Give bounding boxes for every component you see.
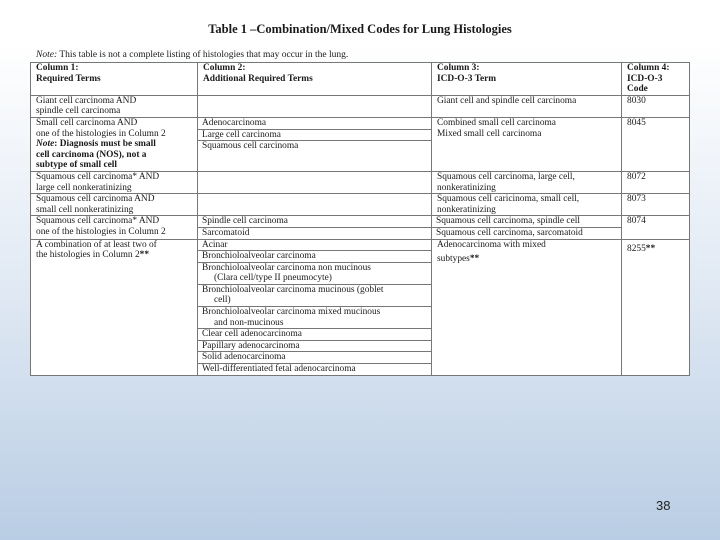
icd-code-cell: 8074 [622, 216, 690, 239]
icd-term-cell: Squamous cell carcinoma, spindle cell Squamous cell carcinoma, sarcomatoid [432, 216, 622, 239]
table-header-row [31, 63, 690, 96]
additional-term: Well-differentiated fetal adenocarcinoma [198, 363, 431, 375]
additional-term: Bronchioloalveolar carcinoma mixed mucinous and non-mucinous [198, 306, 431, 328]
icd-code-cell: 8045 [622, 117, 690, 171]
table-row [31, 95, 690, 117]
required-terms-cell: A combination of at least two of the histologies in Column 2** [31, 239, 198, 375]
table-title: Table 1 –Combination/Mixed Codes for Lung Histologies [208, 22, 512, 36]
additional-term: Adenocarcinoma [202, 117, 267, 128]
additional-term: Sarcomatoid [198, 227, 431, 239]
icd-term-cell: Squamous cell carcinoma, large cell, nonkeratinizing [432, 171, 622, 193]
additional-term: Bronchioloalveolar carcinoma non mucinous (Clara cell/type II pneumocyte) [198, 262, 431, 284]
note-text: This table is not a complete listing of histologies that may occur in the lung. [59, 50, 349, 60]
required-terms-cell: Squamous cell carcinoma* AND one of the histologies in Column 2 [31, 216, 198, 239]
histology-codes-table [30, 62, 690, 376]
header-column-2: Column 2: Additional Required Terms [198, 63, 432, 96]
additional-term: Squamous cell carcinoma [198, 140, 431, 152]
icd-code-cell: 8255** [622, 239, 690, 375]
table-note [36, 50, 348, 60]
additional-term: Solid adenocarcinoma [198, 351, 431, 363]
icd-term-cell: Combined small cell carcinoma Mixed small cell carcinoma [432, 117, 622, 171]
note-label: Note: [36, 50, 58, 60]
page-number: 38 [656, 498, 671, 513]
additional-term: Clear cell adenocarcinoma [198, 328, 431, 340]
table-row [31, 171, 690, 193]
header-column-3: Column 3: ICD-O-3 Term [432, 63, 622, 96]
header-column-1: Column 1: Required Terms [31, 63, 198, 96]
additional-terms-cell [198, 95, 432, 117]
additional-term: Acinar [202, 239, 228, 250]
additional-terms-cell [198, 194, 432, 216]
table-row [31, 239, 690, 375]
additional-term: Large cell carcinoma [198, 129, 431, 141]
table-row [31, 194, 690, 216]
icd-code-cell: 8073 [622, 194, 690, 216]
icd-term-cell: Giant cell and spindle cell carcinoma [432, 95, 622, 117]
additional-terms-cell [198, 117, 432, 171]
required-terms-cell: Small cell carcinoma AND one of the histologies in Column 2 Note: Diagnosis must be small cell carcinoma (NOS), not a subtype of small cell [31, 117, 198, 171]
additional-terms-cell [198, 239, 432, 375]
header-column-4: Column 4: ICD-O-3 Code [622, 63, 690, 96]
icd-term-cell: Adenocarcinoma with mixed subtypes** [432, 239, 622, 375]
additional-terms-cell [198, 216, 432, 239]
additional-terms-cell [198, 171, 432, 193]
table-row [31, 117, 690, 171]
icd-code-cell: 8072 [622, 171, 690, 193]
icd-code-cell: 8030 [622, 95, 690, 117]
required-terms-cell: Giant cell carcinoma AND spindle cell carcinoma [31, 95, 198, 117]
icd-term-cell: Squamous cell caricinoma, small cell, nonkeratinizing [432, 194, 622, 216]
additional-term: Spindle cell carcinoma [202, 216, 288, 227]
required-terms-cell: Squamous cell carcinoma* AND large cell nonkeratinizing [31, 171, 198, 193]
additional-term: Papillary adenocarcinoma [198, 340, 431, 352]
table-row [31, 216, 690, 239]
additional-term: Bronchioloalveolar carcinoma [198, 250, 431, 262]
additional-term: Bronchioloalveolar carcinoma mucinous (goblet cell) [198, 284, 431, 306]
required-terms-cell: Squamous cell carcinoma AND small cell nonkeratinizing [31, 194, 198, 216]
